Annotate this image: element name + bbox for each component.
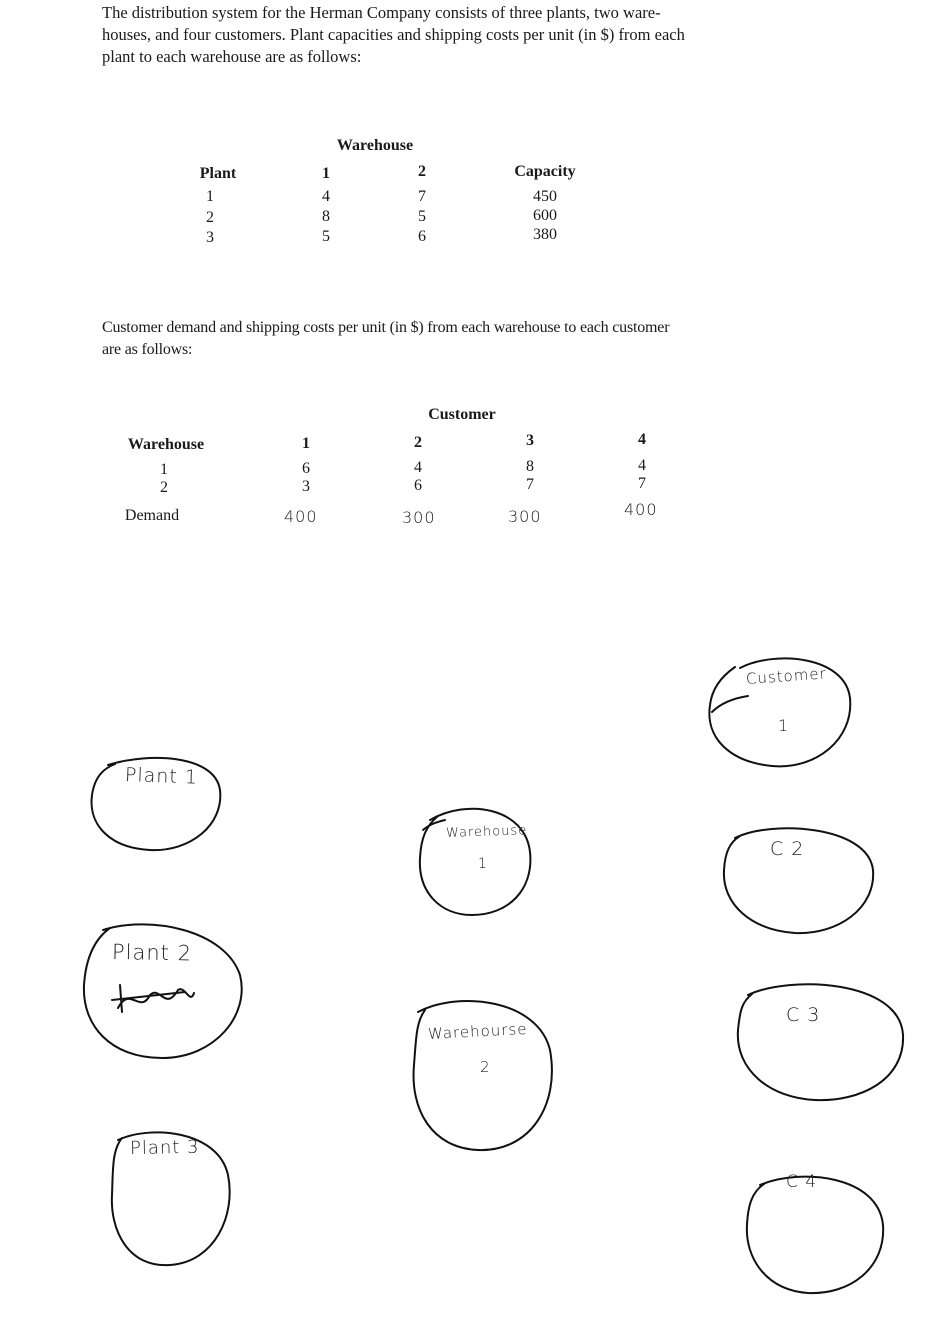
mid-line: are as follows: [102, 341, 193, 358]
customer-4-label: C 4 [786, 1172, 818, 1192]
table1-plant-id: 3 [206, 229, 214, 246]
customer-1-tick [712, 696, 748, 712]
customer-2-label: C 2 [770, 838, 805, 860]
table1-group-header: Warehouse [336, 137, 414, 154]
warehouse-2-number: 2 [480, 1058, 491, 1076]
table2-cost-cell: 4 [414, 459, 422, 476]
handwritten-demand: 400 [624, 500, 658, 519]
table1-plant-id: 2 [206, 209, 214, 226]
handwritten-demand: 300 [402, 508, 436, 527]
table2-cost-cell: 6 [302, 460, 310, 477]
table2-cost-cell: 7 [526, 476, 534, 493]
plant-2-scribble [112, 985, 194, 1012]
table1-cost-cell: 5 [418, 208, 426, 225]
table1-cost-cell: 8 [322, 208, 330, 225]
table1-col-header: 1 [322, 165, 330, 182]
plant-3-label: Plant 3 [129, 1136, 200, 1159]
table2-col-header: 3 [526, 432, 534, 449]
table1-cost-cell: 5 [322, 228, 330, 245]
customer-4-node [747, 1177, 883, 1293]
table1-cost-cell: 6 [418, 228, 426, 245]
warehouse-2-label: Warehourse [427, 1019, 528, 1043]
customer-1-label: Customer [745, 664, 828, 688]
table1-cost-cell: 4 [322, 188, 330, 205]
table2-cost-cell: 4 [638, 457, 646, 474]
table2-row-header: Warehouse [127, 436, 205, 453]
handwritten-demand: 300 [508, 507, 542, 526]
mid-line: Customer demand and shipping costs per unit (in $) from each warehouse to each customer [102, 319, 670, 336]
table2-col-header: 4 [638, 431, 646, 448]
table2-group-header: Customer [428, 406, 496, 423]
customer-1-number: 1 [778, 716, 790, 735]
table1-capacity-cell: 450 [533, 188, 557, 205]
handwritten-demand: 400 [284, 507, 318, 526]
table1-capacity-header: Capacity [514, 163, 576, 180]
warehouse-1-tick [423, 820, 445, 830]
table1-row-header: Plant [199, 165, 237, 182]
table1-capacity-cell: 380 [533, 226, 557, 243]
customer-3-label: C 3 [786, 1004, 821, 1026]
warehouse-1-label: Warehouse [445, 823, 528, 841]
plant-1-label: Plant 1 [124, 764, 199, 789]
table2-col-header: 2 [414, 434, 422, 451]
table2-warehouse-id: 1 [160, 461, 168, 478]
intro-line: houses, and four customers. Plant capacities and shipping costs per unit (in $) from each [102, 25, 685, 44]
table2-warehouse-id: 2 [160, 479, 168, 496]
table1-cost-cell: 7 [418, 188, 426, 205]
table2-cost-cell: 7 [638, 475, 646, 492]
table2-col-header: 1 [302, 435, 310, 452]
intro-line: The distribution system for the Herman Company consists of three plants, two ware- [102, 3, 661, 22]
table2-cost-cell: 3 [302, 478, 310, 495]
intro-line: plant to each warehouse are as follows: [102, 47, 362, 66]
table1-col-header: 2 [418, 163, 426, 180]
warehouse-1-number: 1 [478, 856, 488, 872]
table2-demand-label: Demand [124, 507, 180, 524]
table2-cost-cell: 6 [414, 477, 422, 494]
customer-3-node [738, 984, 903, 1100]
table1-capacity-cell: 600 [533, 207, 557, 224]
plant-2-label: Plant 2 [111, 940, 193, 966]
table1-plant-id: 1 [206, 188, 214, 205]
table2-cost-cell: 8 [526, 458, 534, 475]
